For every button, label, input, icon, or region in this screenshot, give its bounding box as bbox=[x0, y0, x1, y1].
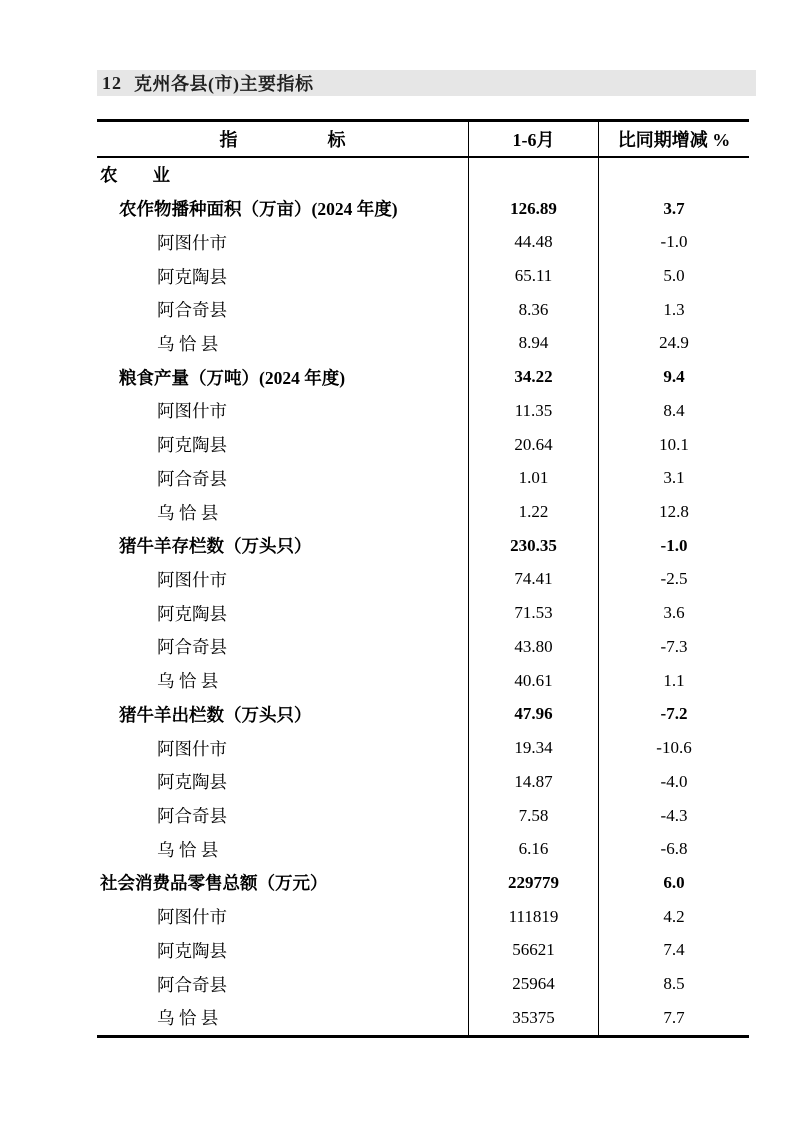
table-row bbox=[97, 495, 749, 529]
indicator-label: 阿克陶县 bbox=[157, 266, 227, 287]
value-cell: 14.87 bbox=[468, 765, 598, 799]
change-cell: 7.7 bbox=[598, 1001, 749, 1035]
change-cell: 1.1 bbox=[598, 664, 749, 698]
indicator-label: 阿图什市 bbox=[157, 738, 227, 759]
table-row bbox=[97, 192, 749, 226]
table-row bbox=[97, 1001, 749, 1035]
change-cell: 8.5 bbox=[598, 967, 749, 1001]
indicator-label: 阿合奇县 bbox=[157, 300, 227, 321]
indicator-label: 阿图什市 bbox=[157, 907, 227, 928]
indicator-label: 阿图什市 bbox=[157, 232, 227, 253]
change-cell: -4.3 bbox=[598, 799, 749, 833]
indicators-table bbox=[97, 119, 749, 1038]
table-row bbox=[97, 900, 749, 934]
change-cell: 7.4 bbox=[598, 934, 749, 968]
indicator-label: 猪牛羊存栏数（万头只） bbox=[119, 536, 312, 557]
value-cell bbox=[468, 158, 598, 192]
table-row bbox=[97, 967, 749, 1001]
indicator-label: 阿图什市 bbox=[157, 401, 227, 422]
table-row bbox=[97, 327, 749, 361]
change-cell: -2.5 bbox=[598, 563, 749, 597]
table-row bbox=[97, 698, 749, 732]
indicator-label: 阿克陶县 bbox=[157, 940, 227, 961]
change-cell: 5.0 bbox=[598, 259, 749, 293]
column-header-indicator: 指 标 bbox=[219, 130, 346, 150]
indicator-label: 农 业 bbox=[100, 165, 170, 186]
change-cell: -1.0 bbox=[598, 225, 749, 259]
change-cell: -4.0 bbox=[598, 765, 749, 799]
indicator-label: 社会消费品零售总额（万元） bbox=[100, 873, 328, 894]
table-row bbox=[97, 664, 749, 698]
indicator-label: 阿合奇县 bbox=[157, 468, 227, 489]
value-cell: 65.11 bbox=[468, 259, 598, 293]
change-cell: -10.6 bbox=[598, 731, 749, 765]
value-cell: 8.94 bbox=[468, 327, 598, 361]
value-cell: 43.80 bbox=[468, 630, 598, 664]
value-cell: 126.89 bbox=[468, 192, 598, 226]
value-cell: 71.53 bbox=[468, 596, 598, 630]
change-cell bbox=[598, 158, 749, 192]
value-cell: 34.22 bbox=[468, 360, 598, 394]
change-cell: 6.0 bbox=[598, 866, 749, 900]
section-title: 克州各县(市)主要指标 bbox=[134, 74, 314, 94]
table-row bbox=[97, 799, 749, 833]
change-cell: 4.2 bbox=[598, 900, 749, 934]
indicator-label: 阿克陶县 bbox=[157, 435, 227, 456]
table-row bbox=[97, 259, 749, 293]
value-cell: 44.48 bbox=[468, 225, 598, 259]
value-cell: 230.35 bbox=[468, 529, 598, 563]
change-cell: 10.1 bbox=[598, 428, 749, 462]
table-row bbox=[97, 225, 749, 259]
table-row bbox=[97, 765, 749, 799]
change-cell: -7.3 bbox=[598, 630, 749, 664]
indicator-label: 阿克陶县 bbox=[157, 603, 227, 624]
table-row bbox=[97, 630, 749, 664]
value-cell: 56621 bbox=[468, 934, 598, 968]
table-row bbox=[97, 866, 749, 900]
indicator-label: 阿合奇县 bbox=[157, 637, 227, 658]
value-cell: 1.22 bbox=[468, 495, 598, 529]
value-cell: 20.64 bbox=[468, 428, 598, 462]
value-cell: 19.34 bbox=[468, 731, 598, 765]
change-cell: 3.7 bbox=[598, 192, 749, 226]
indicator-label: 阿克陶县 bbox=[157, 772, 227, 793]
value-cell: 74.41 bbox=[468, 563, 598, 597]
table-row bbox=[97, 293, 749, 327]
value-cell: 35375 bbox=[468, 1001, 598, 1035]
table-row bbox=[97, 832, 749, 866]
value-cell: 6.16 bbox=[468, 832, 598, 866]
change-cell: -6.8 bbox=[598, 832, 749, 866]
change-cell: 12.8 bbox=[598, 495, 749, 529]
change-cell: 3.1 bbox=[598, 461, 749, 495]
indicator-label: 阿合奇县 bbox=[157, 974, 227, 995]
column-header-period: 1-6月 bbox=[468, 122, 598, 156]
indicator-label: 粮食产量（万吨）(2024 年度) bbox=[119, 367, 346, 388]
change-cell: 9.4 bbox=[598, 360, 749, 394]
value-cell: 111819 bbox=[468, 900, 598, 934]
indicator-label: 乌 恰 县 bbox=[157, 502, 219, 523]
change-cell: 8.4 bbox=[598, 394, 749, 428]
table-body bbox=[97, 158, 749, 1035]
change-cell: 1.3 bbox=[598, 293, 749, 327]
indicator-label: 阿图什市 bbox=[157, 569, 227, 590]
change-cell: 3.6 bbox=[598, 596, 749, 630]
table-row bbox=[97, 563, 749, 597]
value-cell: 40.61 bbox=[468, 664, 598, 698]
indicator-label: 乌 恰 县 bbox=[157, 671, 219, 692]
indicator-label: 阿合奇县 bbox=[157, 806, 227, 827]
table-row bbox=[97, 428, 749, 462]
change-cell: -1.0 bbox=[598, 529, 749, 563]
indicator-label: 农作物播种面积（万亩）(2024 年度) bbox=[119, 199, 398, 220]
table-row bbox=[97, 529, 749, 563]
column-header-change: 比同期增减 % bbox=[598, 122, 749, 156]
table-row bbox=[97, 731, 749, 765]
value-cell: 229779 bbox=[468, 866, 598, 900]
table-row bbox=[97, 158, 749, 192]
table-row bbox=[97, 360, 749, 394]
table-row bbox=[97, 394, 749, 428]
table-row bbox=[97, 461, 749, 495]
value-cell: 25964 bbox=[468, 967, 598, 1001]
value-cell: 7.58 bbox=[468, 799, 598, 833]
indicator-label: 猪牛羊出栏数（万头只） bbox=[119, 704, 312, 725]
table-row bbox=[97, 934, 749, 968]
change-cell: 24.9 bbox=[598, 327, 749, 361]
table-header-row bbox=[97, 122, 749, 158]
value-cell: 11.35 bbox=[468, 394, 598, 428]
value-cell: 47.96 bbox=[468, 698, 598, 732]
section-title-bar bbox=[97, 70, 756, 96]
table-row bbox=[97, 596, 749, 630]
value-cell: 8.36 bbox=[468, 293, 598, 327]
indicator-label: 乌 恰 县 bbox=[157, 333, 219, 354]
indicator-label: 乌 恰 县 bbox=[157, 1008, 219, 1029]
change-cell: -7.2 bbox=[598, 698, 749, 732]
section-number: 12 bbox=[102, 72, 122, 93]
indicator-label: 乌 恰 县 bbox=[157, 839, 219, 860]
value-cell: 1.01 bbox=[468, 461, 598, 495]
